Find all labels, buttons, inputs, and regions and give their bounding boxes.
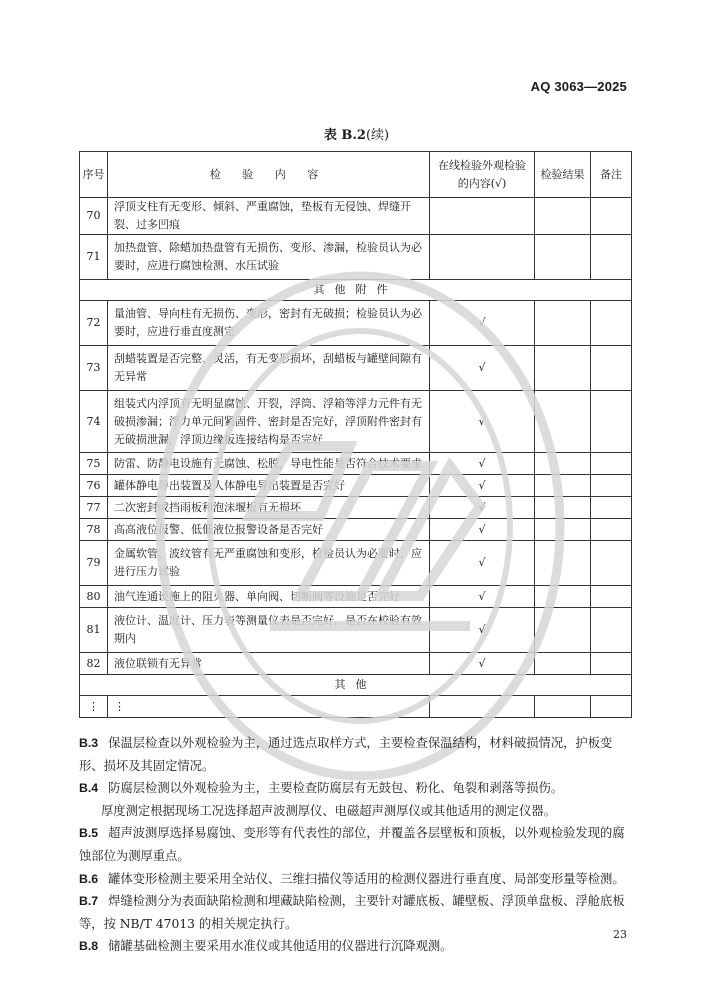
result-cell: [535, 391, 591, 453]
online-check-mark: [430, 235, 535, 280]
remark-cell: [591, 608, 632, 653]
note-text: 厚度测定根据现场工况选择超声波测厚仪、电磁超声测厚仪或其他适用的测定仪器。: [101, 803, 556, 818]
result-cell: [535, 519, 591, 541]
inspection-content: ⋮: [108, 696, 430, 718]
row-number: 82: [80, 653, 108, 675]
row-number: 75: [80, 453, 108, 475]
result-cell: [535, 475, 591, 497]
note-b7: [79, 890, 635, 935]
page-number: 23: [613, 928, 627, 941]
online-check-mark: √: [430, 608, 535, 653]
row-number: ⋮: [80, 696, 108, 718]
remark-cell: [591, 541, 632, 586]
online-check-mark: [430, 198, 535, 235]
note-text: 保温层检查以外观检验为主，通过选点取样方式，主要检查保温结构，材料破损情况，护板变形、损坏及其固定情况。: [79, 736, 613, 773]
result-cell: [535, 653, 591, 675]
row-number: 76: [80, 475, 108, 497]
remark-cell: [591, 235, 632, 280]
section-label: 其他附件: [80, 280, 632, 301]
remark-cell: [591, 391, 632, 453]
remark-cell: [591, 475, 632, 497]
inspection-content: 液位计、温度计、压力表等测量仪表是否完好，是否在校验有效期内: [108, 608, 430, 653]
note-b5: [79, 822, 635, 867]
inspection-content: 罐体静电导出装置及人体静电导出装置是否完好: [108, 475, 430, 497]
inspection-content: 二次密封或挡雨板和泡沫堰板有无损坏: [108, 497, 430, 519]
note-text: 储罐基础检测主要采用水准仪或其他适用的仪器进行沉降观测。: [108, 939, 453, 954]
result-cell: [535, 696, 591, 718]
row-number: 80: [80, 586, 108, 608]
table-header-row: [80, 152, 632, 198]
remark-cell: [591, 453, 632, 475]
remark-cell: [591, 198, 632, 235]
note-b4: [79, 777, 635, 800]
table-row: [80, 696, 632, 718]
section-label: 其他: [80, 675, 632, 696]
remark-cell: [591, 586, 632, 608]
row-number: 77: [80, 497, 108, 519]
online-check-mark: √: [430, 346, 535, 391]
remark-cell: [591, 519, 632, 541]
online-check-mark: √: [430, 475, 535, 497]
online-check-mark: √: [430, 301, 535, 346]
table-row: [80, 519, 632, 541]
online-check-mark: √: [430, 653, 535, 675]
inspection-content: 高高液位报警、低低液位报警设备是否完好: [108, 519, 430, 541]
row-number: 81: [80, 608, 108, 653]
row-number: 79: [80, 541, 108, 586]
note-b8: [79, 935, 635, 958]
table-section-row: [80, 280, 632, 301]
online-check-mark: √: [430, 586, 535, 608]
online-check-mark: √: [430, 519, 535, 541]
online-check-mark: √: [430, 453, 535, 475]
table-row: [80, 235, 632, 280]
online-check-mark: √: [430, 541, 535, 586]
table-body: [80, 198, 632, 718]
remark-cell: [591, 301, 632, 346]
col-header-remark: 备注: [591, 152, 632, 198]
note-b3: [79, 732, 635, 777]
table-title-continued: (续): [365, 128, 390, 143]
note-b6: [79, 868, 635, 891]
note-label: B.3: [79, 736, 99, 750]
table-section-row: [80, 675, 632, 696]
table-title-text: 表 B.2: [323, 128, 366, 143]
row-number: 74: [80, 391, 108, 453]
remark-cell: [591, 696, 632, 718]
row-number: 78: [80, 519, 108, 541]
remark-cell: [591, 346, 632, 391]
result-cell: [535, 541, 591, 586]
online-check-mark: √: [430, 391, 535, 453]
note-text: 罐体变形检测主要采用全站仪、三维扫描仪等适用的检测仪器进行垂直度、局部变形量等检测。: [108, 871, 625, 886]
inspection-content: 浮顶支柱有无变形、倾斜、严重腐蚀，垫板有无侵蚀、焊缝开裂、过多凹痕: [108, 198, 430, 235]
remark-cell: [591, 653, 632, 675]
result-cell: [535, 497, 591, 519]
table-row: [80, 608, 632, 653]
inspection-content: 液位联锁有无异常: [108, 653, 430, 675]
table-row: [80, 346, 632, 391]
table-row: [80, 453, 632, 475]
inspection-content: 刮蜡装置是否完整、灵活，有无变形损坏，刮蜡板与罐壁间隙有无异常: [108, 346, 430, 391]
online-check-mark: [430, 696, 535, 718]
inspection-content: 防雷、防静电设施有无腐蚀、松脱，导电性能是否符合技术要求: [108, 453, 430, 475]
row-number: 72: [80, 301, 108, 346]
col-header-result: 检验结果: [535, 152, 591, 198]
col-header-no: 序号: [80, 152, 108, 198]
standard-code: AQ 3063—2025: [530, 79, 627, 94]
note-text: 防腐层检测以外观检验为主，主要检查防腐层有无鼓包、粉化、龟裂和剥落等损伤。: [108, 781, 564, 796]
table-row: [80, 541, 632, 586]
table-row: [80, 391, 632, 453]
row-number: 70: [80, 198, 108, 235]
note-label: B.6: [79, 871, 99, 886]
note-b4-cont: [79, 800, 635, 823]
inspection-content: 组装式内浮顶有无明显腐蚀、开裂，浮筒、浮箱等浮力元件有无破损渗漏；浮力单元间紧固件、密封是否完好，浮顶附件密封有无破损泄漏，浮顶边缘板连接结构是否完好: [108, 391, 430, 453]
table-row: [80, 198, 632, 235]
result-cell: [535, 608, 591, 653]
result-cell: [535, 453, 591, 475]
online-check-mark: √: [430, 497, 535, 519]
note-text: 焊缝检测分为表面缺陷检测和埋藏缺陷检测，主要针对罐底板、罐壁板、浮顶单盘板、浮舱底板等，按 NB/T 47013 的相关规定执行。: [79, 894, 625, 931]
note-label: B.8: [79, 939, 99, 954]
table-row: [80, 586, 632, 608]
table-row: [80, 301, 632, 346]
result-cell: [535, 301, 591, 346]
inspection-content: 金属软管、波纹管有无严重腐蚀和变形，检验员认为必要时，应进行压力试验: [108, 541, 430, 586]
table-title: [0, 124, 713, 143]
col-header-content: 检 验 内 容: [108, 152, 430, 198]
result-cell: [535, 346, 591, 391]
table-row: [80, 475, 632, 497]
result-cell: [535, 586, 591, 608]
inspection-content: 量油管、导向柱有无损伤、变形，密封有无破损；检验员认为必要时，应进行垂直度测定: [108, 301, 430, 346]
note-text: 超声波测厚选择易腐蚀、变形等有代表性的部位，并覆盖各层壁板和顶板，以外观检验发现的腐蚀部位为测厚重点。: [79, 826, 625, 863]
row-number: 73: [80, 346, 108, 391]
note-label: B.5: [79, 826, 99, 841]
inspection-content: 油气连通设施上的阻火器、单向阀、切断阀等设施是否完好: [108, 586, 430, 608]
inspection-content: 加热盘管、除蜡加热盘管有无损伤、变形、渗漏，检验员认为必要时，应进行腐蚀检测、水压试验: [108, 235, 430, 280]
table-row: [80, 653, 632, 675]
table-row: [80, 497, 632, 519]
result-cell: [535, 198, 591, 235]
remark-cell: [591, 497, 632, 519]
note-label: B.7: [79, 894, 99, 909]
result-cell: [535, 235, 591, 280]
inspection-table: [79, 151, 632, 718]
notes-section: [79, 732, 635, 958]
col-header-online-check: 在线检验外观检验的内容(√): [430, 152, 535, 198]
note-label: B.4: [79, 781, 99, 796]
row-number: 71: [80, 235, 108, 280]
